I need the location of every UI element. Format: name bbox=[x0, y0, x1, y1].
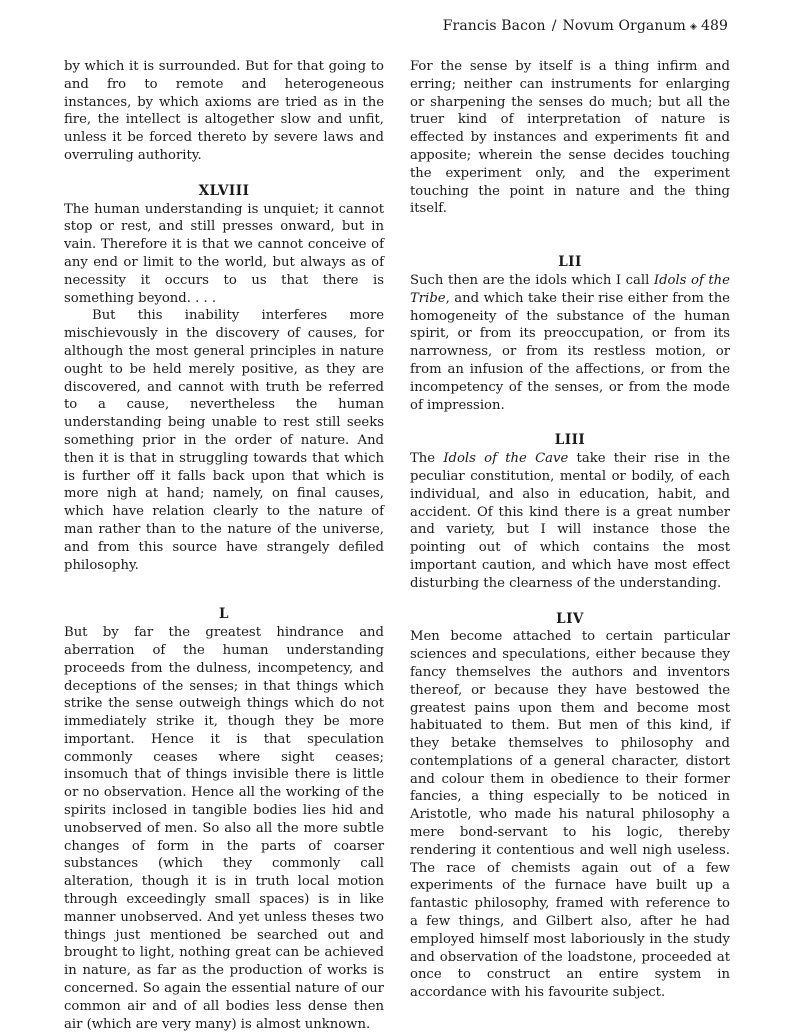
continuation-paragraph-right: For the sense by itself is a thing infirm and erring; neither can instruments for enlarging or sharpening the senses do much; but all the truer kind of interpretation of nature is effected by instances and experiments fit and apposite; wherein the sense decides touching the experiment only, and the experiment touching the point in nature and the thing itself. bbox=[410, 59, 730, 217]
section-53-paragraph bbox=[410, 450, 730, 592]
section-52-text-after: , and which take their rise either from the homogeneity of the substance of the human spirit, or from its preoccupation, or from its narrowness, or from its restless motion, or from an infusion of the affections, or from the incompetency of the senses, or from the mode of impression. bbox=[410, 290, 730, 413]
header-bullet-icon: ◈ bbox=[689, 22, 697, 32]
section-48-paragraph-1: The human understanding is unquiet; it cannot stop or rest, and still presses onward, but in vain. Therefore it is that we cannot conceive of any end or limit to the world, but always as of necessity it occurs to us that there is something beyond. . . . bbox=[64, 201, 384, 306]
section-53-text-before: The bbox=[410, 451, 444, 467]
left-column bbox=[64, 58, 384, 1033]
section-52-paragraph bbox=[410, 272, 730, 414]
section-gap bbox=[410, 218, 730, 254]
running-header bbox=[443, 17, 728, 36]
section-50-paragraph-1: But by far the greatest hindrance and aberration of the human understanding proceeds from the dulness, incompetency, and deceptions of the senses; in that things which strike the sense outweigh things which do not immediately strike it, though they be more important. Hence it is that speculation commonly ceases where sight ceases; insomuch that of things invisible there is little or no observation. Hence all the working of the spirits inclosed in tangible bodies lies hid and unobserved of men. So also all the more subtle changes of form in the parts of coarser substances (which they commonly call alteration, though it is in truth local motion through exceedingly small spaces) is in like manner unobserved. And yet unless theses two things just mentioned be searched out and brought to light, nothing great can be achieved in nature, as far as the production of works is concerned. So again the essential nature of our common air and of all bodies less dense then air (which are very many) is almost unknown. bbox=[64, 625, 384, 1032]
page-number: 489 bbox=[700, 18, 728, 34]
section-48-paragraph-2: But this inability interferes more mischievously in the discovery of causes, for although the most general principles in nature ought to be held merely positive, as they are discovered, and cannot with truth be referred to a cause, nevertheless the human understanding being unable to rest still seeks something prior in the order of nature. And then it is that in struggling towards that which is further off it falls back upon that which is more nigh at hand; namely, on final causes, which have relation clearly to the nature of man rather than to the nature of the universe, and from this source have strangely defiled philosophy. bbox=[64, 308, 384, 573]
section-heading-53: LIII bbox=[554, 432, 586, 449]
right-column bbox=[410, 58, 730, 1002]
section-gap bbox=[64, 574, 384, 606]
continuation-paragraph-left: by which it is surrounded. But for that going to and fro to remote and heterogeneous instances, by which axioms are tried as in the fire, the intellect is altogether slow and unfit, unless it be forced thereto by severe laws and overruling authority. bbox=[64, 59, 384, 163]
section-53-italic-term: Idols of the Cave bbox=[443, 451, 569, 467]
section-53-text-after: take their rise in the peculiar constitution, mental or bodily, of each individual, and also in education, habit, and accident. Of this kind there is a great number and variety, but I will instance those the pointing out of which contains the most important caution, and which have most effect disturbing the clearness of the understanding. bbox=[410, 451, 731, 591]
section-gap bbox=[410, 414, 730, 432]
header-author: Francis Bacon bbox=[442, 18, 546, 34]
section-gap bbox=[410, 593, 730, 611]
header-separator: / bbox=[551, 18, 557, 34]
section-54-paragraph-1: Men become attached to certain particular sciences and speculations, either because they fancy themselves the authors and inventors thereof, or because they have bestowed the greatest pains upon them and become most habituated to them. But men of this kind, if they betake themselves to philosophy and contemplations of a general character, distort and colour them in obedience to their former fancies, a thing especially to be noticed in Aristotle, who made his natural philosophy a mere bond-servant to his logic, thereby rendering it contentious and well nigh useless. The race of chemists again out of a few experiments of the furnace have built up a fantastic philosophy, framed with reference to a few things, and Gilbert also, after he had employed himself most laboriously in the study and observation of the loadstone, proceeded at once to construct an entire system in accordance with his favourite subject. bbox=[410, 629, 730, 1001]
section-52-italic-term: Idols of the Tribe bbox=[410, 272, 730, 306]
section-52-text-before: Such then are the idols which I call bbox=[410, 272, 654, 288]
section-heading-54: LIV bbox=[556, 610, 584, 627]
section-gap bbox=[64, 165, 384, 183]
section-heading-48: XLVIII bbox=[198, 182, 250, 199]
section-heading-52: LII bbox=[558, 254, 582, 271]
header-work-title: Novum Organum bbox=[562, 18, 686, 34]
section-heading-50: L bbox=[219, 606, 229, 623]
